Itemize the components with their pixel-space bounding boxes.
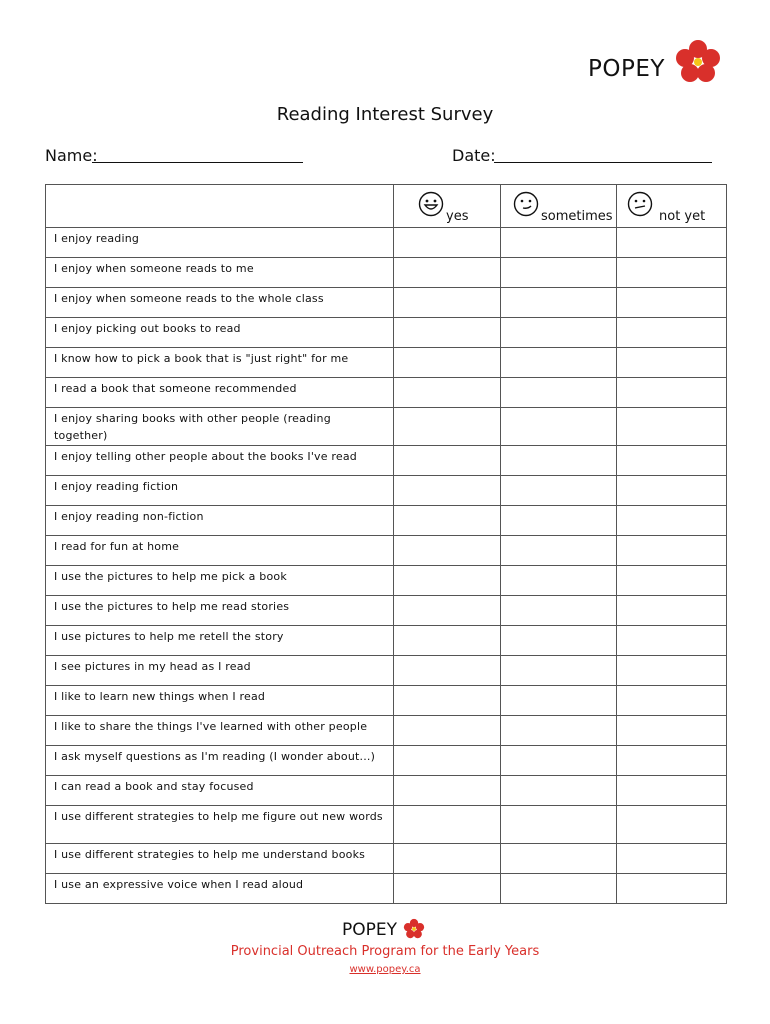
answer-cell-sometimes[interactable] [501, 348, 617, 378]
answer-cell-yes[interactable] [394, 228, 501, 258]
page-title: Reading Interest Survey [276, 104, 494, 125]
answer-cell-not-yet[interactable] [617, 874, 727, 904]
answer-cell-not-yet[interactable] [617, 626, 727, 656]
answer-cell-not-yet[interactable] [617, 258, 727, 288]
table-row [46, 566, 727, 596]
table-row [46, 408, 727, 446]
question-cell [46, 228, 394, 258]
question-text: I like to share the things I've learned with other people [54, 720, 368, 733]
table-row [46, 656, 727, 686]
answer-cell-yes[interactable] [394, 686, 501, 716]
answer-cell-sometimes[interactable] [501, 626, 617, 656]
answer-cell-not-yet[interactable] [617, 566, 727, 596]
answer-cell-yes[interactable] [394, 844, 501, 874]
answer-cell-sometimes[interactable] [501, 536, 617, 566]
neutral-face-icon [513, 191, 539, 217]
brand-name: POPEY [588, 56, 665, 82]
table-row [46, 536, 727, 566]
question-cell [46, 288, 394, 318]
question-cell [46, 318, 394, 348]
answer-cell-yes[interactable] [394, 378, 501, 408]
question-text: I enjoy reading [54, 232, 140, 245]
answer-cell-sometimes[interactable] [501, 686, 617, 716]
date-label: Date: [452, 146, 496, 165]
footer-tagline: Provincial Outreach Program for the Early Years [230, 944, 540, 959]
question-text: I use an expressive voice when I read aloud [54, 878, 304, 891]
answer-cell-yes[interactable] [394, 506, 501, 536]
question-text: I can read a book and stay focused [54, 780, 254, 793]
table-row [46, 228, 727, 258]
answer-cell-yes[interactable] [394, 596, 501, 626]
column-label-sometimes: sometimes [541, 209, 613, 224]
answer-cell-not-yet[interactable] [617, 476, 727, 506]
answer-cell-yes[interactable] [394, 408, 501, 446]
question-text: I enjoy reading non-fiction [54, 510, 204, 523]
question-cell [46, 446, 394, 476]
answer-cell-sometimes[interactable] [501, 378, 617, 408]
question-header [46, 185, 394, 228]
answer-cell-yes[interactable] [394, 806, 501, 844]
answer-cell-not-yet[interactable] [617, 506, 727, 536]
footer-brand-name: POPEY [342, 920, 398, 940]
table-row [46, 378, 727, 408]
answer-cell-sometimes[interactable] [501, 408, 617, 446]
answer-cell-yes[interactable] [394, 476, 501, 506]
popey-logo-footer [0, 916, 770, 946]
footer-url-link[interactable]: www.popey.ca [349, 964, 421, 975]
answer-cell-sometimes[interactable] [501, 476, 617, 506]
answer-cell-sometimes[interactable] [501, 746, 617, 776]
question-text: I enjoy when someone reads to me [54, 262, 254, 275]
unsure-face-icon [627, 191, 653, 217]
column-label-yes: yes [446, 209, 469, 224]
answer-cell-sometimes[interactable] [501, 656, 617, 686]
question-text: I enjoy sharing books with other people (reading together) [54, 412, 331, 442]
answer-cell-yes[interactable] [394, 446, 501, 476]
question-cell [46, 716, 394, 746]
answer-cell-sometimes[interactable] [501, 228, 617, 258]
question-text: I use the pictures to help me read stories [54, 600, 290, 613]
question-text: I ask myself questions as I'm reading (I wonder about...) [54, 750, 376, 763]
answer-cell-not-yet[interactable] [617, 228, 727, 258]
question-cell [46, 844, 394, 874]
question-cell [46, 348, 394, 378]
flower-icon [402, 918, 426, 940]
table-row [46, 446, 727, 476]
table-row [46, 506, 727, 536]
question-cell [46, 776, 394, 806]
answer-cell-not-yet[interactable] [617, 746, 727, 776]
question-text: I know how to pick a book that is "just right" for me [54, 352, 349, 365]
question-text: I enjoy reading fiction [54, 480, 179, 493]
answer-cell-not-yet[interactable] [617, 446, 727, 476]
answer-cell-yes[interactable] [394, 536, 501, 566]
table-row [46, 686, 727, 716]
question-cell [46, 746, 394, 776]
question-text: I use different strategies to help me figure out new words [54, 810, 383, 823]
answer-cell-sometimes[interactable] [501, 716, 617, 746]
answer-cell-sometimes[interactable] [501, 318, 617, 348]
column-header-sometimes [501, 185, 617, 228]
question-text: I use different strategies to help me understand books [54, 848, 366, 861]
table-row [46, 348, 727, 378]
question-text: I enjoy telling other people about the books I've read [54, 450, 357, 463]
answer-cell-sometimes[interactable] [501, 874, 617, 904]
answer-cell-not-yet[interactable] [617, 318, 727, 348]
answer-cell-sometimes[interactable] [501, 806, 617, 844]
table-row [46, 716, 727, 746]
answer-cell-yes[interactable] [394, 318, 501, 348]
question-text: I use the pictures to help me pick a book [54, 570, 287, 583]
column-label-not-yet: not yet [659, 209, 706, 224]
question-cell [46, 476, 394, 506]
answer-cell-not-yet[interactable] [617, 656, 727, 686]
answer-cell-yes[interactable] [394, 776, 501, 806]
answer-cell-sometimes[interactable] [501, 566, 617, 596]
table-row [46, 806, 727, 844]
question-text: I use pictures to help me retell the story [54, 630, 284, 643]
answer-cell-yes[interactable] [394, 626, 501, 656]
name-label: Name: [45, 146, 98, 165]
survey-table [45, 184, 727, 904]
question-text: I read a book that someone recommended [54, 382, 297, 395]
answer-cell-sometimes[interactable] [501, 776, 617, 806]
table-row [46, 626, 727, 656]
question-cell [46, 506, 394, 536]
answer-cell-not-yet[interactable] [617, 686, 727, 716]
answer-cell-not-yet[interactable] [617, 536, 727, 566]
question-cell [46, 258, 394, 288]
answer-cell-yes[interactable] [394, 348, 501, 378]
answer-cell-sometimes[interactable] [501, 596, 617, 626]
answer-cell-yes[interactable] [394, 288, 501, 318]
question-cell [46, 626, 394, 656]
table-row [46, 746, 727, 776]
question-cell [46, 874, 394, 904]
table-row [46, 596, 727, 626]
name-field[interactable] [92, 162, 303, 163]
question-text: I like to learn new things when I read [54, 690, 266, 703]
column-header-yes [394, 185, 501, 228]
table-header-row [46, 185, 727, 228]
question-text: I enjoy picking out books to read [54, 322, 241, 335]
question-cell [46, 408, 394, 446]
answer-cell-not-yet[interactable] [617, 716, 727, 746]
answer-cell-yes[interactable] [394, 656, 501, 686]
answer-cell-not-yet[interactable] [617, 348, 727, 378]
answer-cell-sometimes[interactable] [501, 446, 617, 476]
happy-face-icon [418, 191, 444, 217]
table-row [46, 288, 727, 318]
popey-logo-top [588, 40, 728, 84]
answer-cell-not-yet[interactable] [617, 378, 727, 408]
table-row [46, 258, 727, 288]
table-row [46, 776, 727, 806]
answer-cell-sometimes[interactable] [501, 288, 617, 318]
answer-cell-not-yet[interactable] [617, 806, 727, 844]
question-text: I enjoy when someone reads to the whole class [54, 292, 324, 305]
answer-cell-sometimes[interactable] [501, 506, 617, 536]
answer-cell-not-yet[interactable] [617, 776, 727, 806]
table-row [46, 476, 727, 506]
table-row [46, 844, 727, 874]
answer-cell-not-yet[interactable] [617, 596, 727, 626]
answer-cell-not-yet[interactable] [617, 408, 727, 446]
question-cell [46, 378, 394, 408]
answer-cell-yes[interactable] [394, 566, 501, 596]
date-field[interactable] [494, 162, 712, 163]
answer-cell-not-yet[interactable] [617, 288, 727, 318]
answer-cell-sometimes[interactable] [501, 844, 617, 874]
question-cell [46, 536, 394, 566]
question-cell [46, 596, 394, 626]
table-row [46, 874, 727, 904]
question-text: I read for fun at home [54, 540, 180, 553]
column-header-not-yet [617, 185, 727, 228]
flower-icon [672, 40, 724, 84]
answer-cell-yes[interactable] [394, 258, 501, 288]
question-cell [46, 686, 394, 716]
question-cell [46, 806, 394, 844]
answer-cell-yes[interactable] [394, 746, 501, 776]
question-text: I see pictures in my head as I read [54, 660, 251, 673]
question-cell [46, 656, 394, 686]
answer-cell-not-yet[interactable] [617, 844, 727, 874]
answer-cell-yes[interactable] [394, 874, 501, 904]
table-row [46, 318, 727, 348]
question-cell [46, 566, 394, 596]
answer-cell-yes[interactable] [394, 716, 501, 746]
answer-cell-sometimes[interactable] [501, 258, 617, 288]
